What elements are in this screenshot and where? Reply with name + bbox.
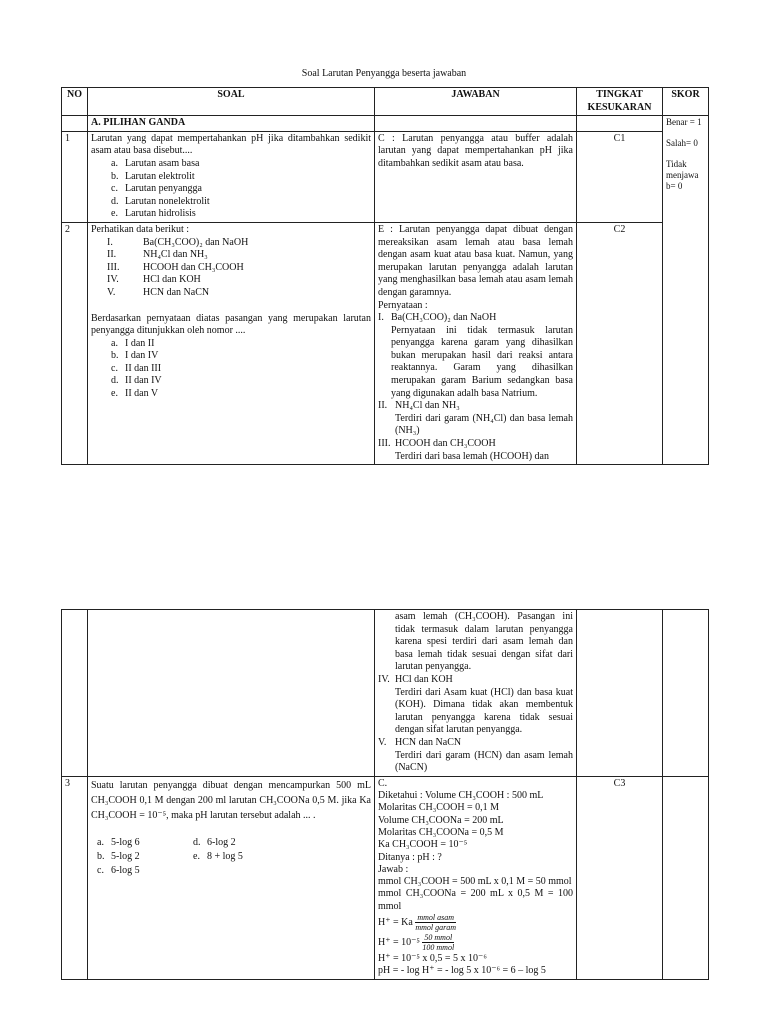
q2-answer-i: I. Ba(CH₃COO)₂ dan NaOH Pernyataan ini tidak termasuk larutan penyangga karena garam yang dihasilkan bukan merupakan hasil dari reaksi antara reaktannya. Garam yang dihasilkan merupakan garam Barium sedangkan basa yang digunakan adalh basa Natrium. <box>378 312 573 399</box>
q3-h-result: H⁺ = 10⁻⁵ x 0,5 = 5 x 10⁻⁶ <box>378 952 487 964</box>
q2-answer-iv: IV. HCl dan KOH Terdiri dari Asam kuat (HCl) dan basa kuat (KOH). Dimana tidak akan membentuk larutan penyangga karena tidak sesuai dengan sifat larutan penyangga. <box>378 673 573 736</box>
q2-data-iii: III. HCOOH dan CH₃COOH <box>107 261 244 273</box>
q3-ph-result: pH = - log H⁺ = - log 5 x 10⁻⁶ = 6 – log 5 <box>378 965 546 977</box>
table-row-q3 <box>62 776 709 979</box>
score-cell <box>663 116 709 465</box>
header-skor: SKOR <box>663 88 709 116</box>
q3-ans-7: Jawab : <box>378 863 409 875</box>
q2-number: 2 <box>62 222 88 464</box>
q3-text: Suatu larutan penyangga dibuat dengan mencampurkan 500 mL CH₃COOH 0,1 M dengan 200 ml larutan CH₃COONa 0,5 M. jika Ka CH₃COOH = 10⁻⁵, maka pH larutan tersebut adalah ... . <box>91 779 371 821</box>
q3-ans-2: Molaritas CH₃COOH = 0,1 M <box>378 802 500 814</box>
q2-answer <box>375 222 577 464</box>
q1-option-e: e. Larutan hidrolisis <box>111 208 196 220</box>
q2-option-c: c. II dan III <box>111 362 162 374</box>
q1-options <box>91 158 371 221</box>
q2-data-ii: II. NH₄Cl dan NH₃ <box>107 249 208 261</box>
q3-option-d: d. 6-log 2 <box>193 836 236 848</box>
header-no: NO <box>62 88 88 116</box>
q1-option-d: d. Larutan nonelektrolit <box>111 195 210 207</box>
score-benar: Benar = 1 <box>666 117 702 128</box>
q2-data-i: I. Ba(CH₃COO)₂ dan NaOH <box>107 236 249 248</box>
header-tingkat: TINGKAT KESUKARAN <box>577 88 663 116</box>
q1-number: 1 <box>62 131 88 222</box>
q3-question <box>88 776 375 979</box>
q2-options <box>91 338 371 401</box>
page-title: Soal Larutan Penyangga beserta jawaban <box>301 68 467 79</box>
q3-option-b: b. 5-log 2 <box>97 850 140 862</box>
q3-ans-6: Ditanya : pH : ? <box>378 851 442 863</box>
q1-option-a: a. Larutan asam basa <box>111 157 200 169</box>
q2-option-e: e. II dan V <box>111 388 159 400</box>
q3-answer <box>375 776 577 979</box>
q3-options <box>91 836 371 878</box>
q2-data-iv: IV. HCl dan KOH <box>107 274 201 286</box>
q3-ans-0: C. <box>378 777 388 789</box>
q2-data-list <box>91 237 371 300</box>
q3-ans-4: Molaritas CH₃COONa = 0,5 M <box>378 826 504 838</box>
q3-option-e: e. 8 + log 5 <box>193 850 243 862</box>
table-header-row <box>62 88 709 116</box>
q1-option-b: b. Larutan elektrolit <box>111 170 195 182</box>
q3-formula-ka: H⁺ = Ka $\frac{\text{mmol asam}}{\text{mmol garam}}$ <box>378 913 456 933</box>
q3-option-c: c. 6-log 5 <box>97 864 140 876</box>
q3-ans-1: Diketahui : Volume CH₃COOH : 500 mL <box>378 790 544 802</box>
q2-pernyataan: Pernyataan : <box>378 299 428 311</box>
q3-formula-sub: H⁺ = 10⁻⁵ $\frac{\text{50 mmol}}{\text{100 mmol}}$ <box>378 933 455 953</box>
q1-answer: C : Larutan penyangga atau buffer adalah larutan yang dapat mempertahankan pH jika ditambahkan sedikit asam atau basa. <box>375 131 577 222</box>
q2-answer-ii: II. NH₄Cl dan NH₃ Terdiri dari garam (NH₄Cl) dan basa lemah (NH₃) <box>378 400 573 437</box>
q3-ans-3: Volume CH₃COONa = 200 mL <box>378 814 504 826</box>
table-row-q2-continued <box>62 610 709 777</box>
q3-number: 3 <box>62 776 88 979</box>
q1-level: C1 <box>577 131 663 222</box>
q2-answer-v: V. HCN dan NaCN Terdiri dari garam (HCN) dan asam lemah (NaCN) <box>378 736 573 774</box>
header-jawaban: JAWABAN <box>375 88 577 116</box>
question-table-page-2 <box>61 609 709 980</box>
header-soal: SOAL <box>88 88 375 116</box>
q2-level: C2 <box>577 222 663 464</box>
q3-ans-9: mmol CH₃COONa = 200 mL x 0,5 M = 100 mmol <box>378 888 573 912</box>
q3-ans-8: mmol CH₃COOH = 500 mL x 0,1 M = 50 mmol <box>378 876 572 888</box>
q2-intro: Perhatikan data berikut : <box>91 223 190 235</box>
question-table-page-1 <box>61 87 709 465</box>
q1-text: Larutan yang dapat mempertahankan pH jika ditambahkan sedikit asam atau basa disebut.... <box>91 132 371 157</box>
q2-answer-intro: E : Larutan penyangga dapat dibuat dengan mereaksikan asam lemah atau basa lemah dengan asam kuat atau basa kuat. Namun, yang merupakan larutan penyangga adalah larutan yang menghasilkan basa lemah atau asam lemah dengan garamnya. <box>378 223 573 298</box>
q2-answer-continued <box>375 610 577 777</box>
q3-level: C3 <box>577 776 663 979</box>
table-row-q2 <box>62 222 709 464</box>
q2-option-d: d. II dan IV <box>111 375 162 387</box>
table-row-q1 <box>62 131 709 222</box>
q3-option-a: a. 5-log 6 <box>97 836 140 848</box>
q2-cont-text: asam lemah (CH₃COOH). Pasangan ini tidak termasuk dalam larutan penyangga karena spesi terdiri dari asam lemah dan basa lemah tidak sesuai dengan sifat dari larutan penyangga. <box>395 611 573 673</box>
q2-data-v: V. HCN dan NaCN <box>107 286 210 298</box>
score-salah: Salah= 0 <box>666 138 698 149</box>
q2-option-b: b. I dan IV <box>111 350 159 362</box>
q1-question <box>88 131 375 222</box>
q1-option-c: c. Larutan penyangga <box>111 183 202 195</box>
section-label: A. PILIHAN GANDA <box>88 116 375 132</box>
q2-question <box>88 222 375 464</box>
q2-option-a: a. I dan II <box>111 337 155 349</box>
section-row <box>62 116 709 132</box>
q2-question-text: Berdasarkan pernyataan diatas pasangan yang merupakan larutan penyangga ditunjukkan oleh nomor .... <box>91 312 371 337</box>
score-tidak: Tidak menjawa b= 0 <box>666 159 699 192</box>
q2-answer-iii: III. HCOOH dan CH₃COOH Terdiri dari basa lemah (HCOOH) dan <box>378 438 549 462</box>
q3-ans-5: Ka CH₃COOH = 10⁻⁵ <box>378 839 468 851</box>
